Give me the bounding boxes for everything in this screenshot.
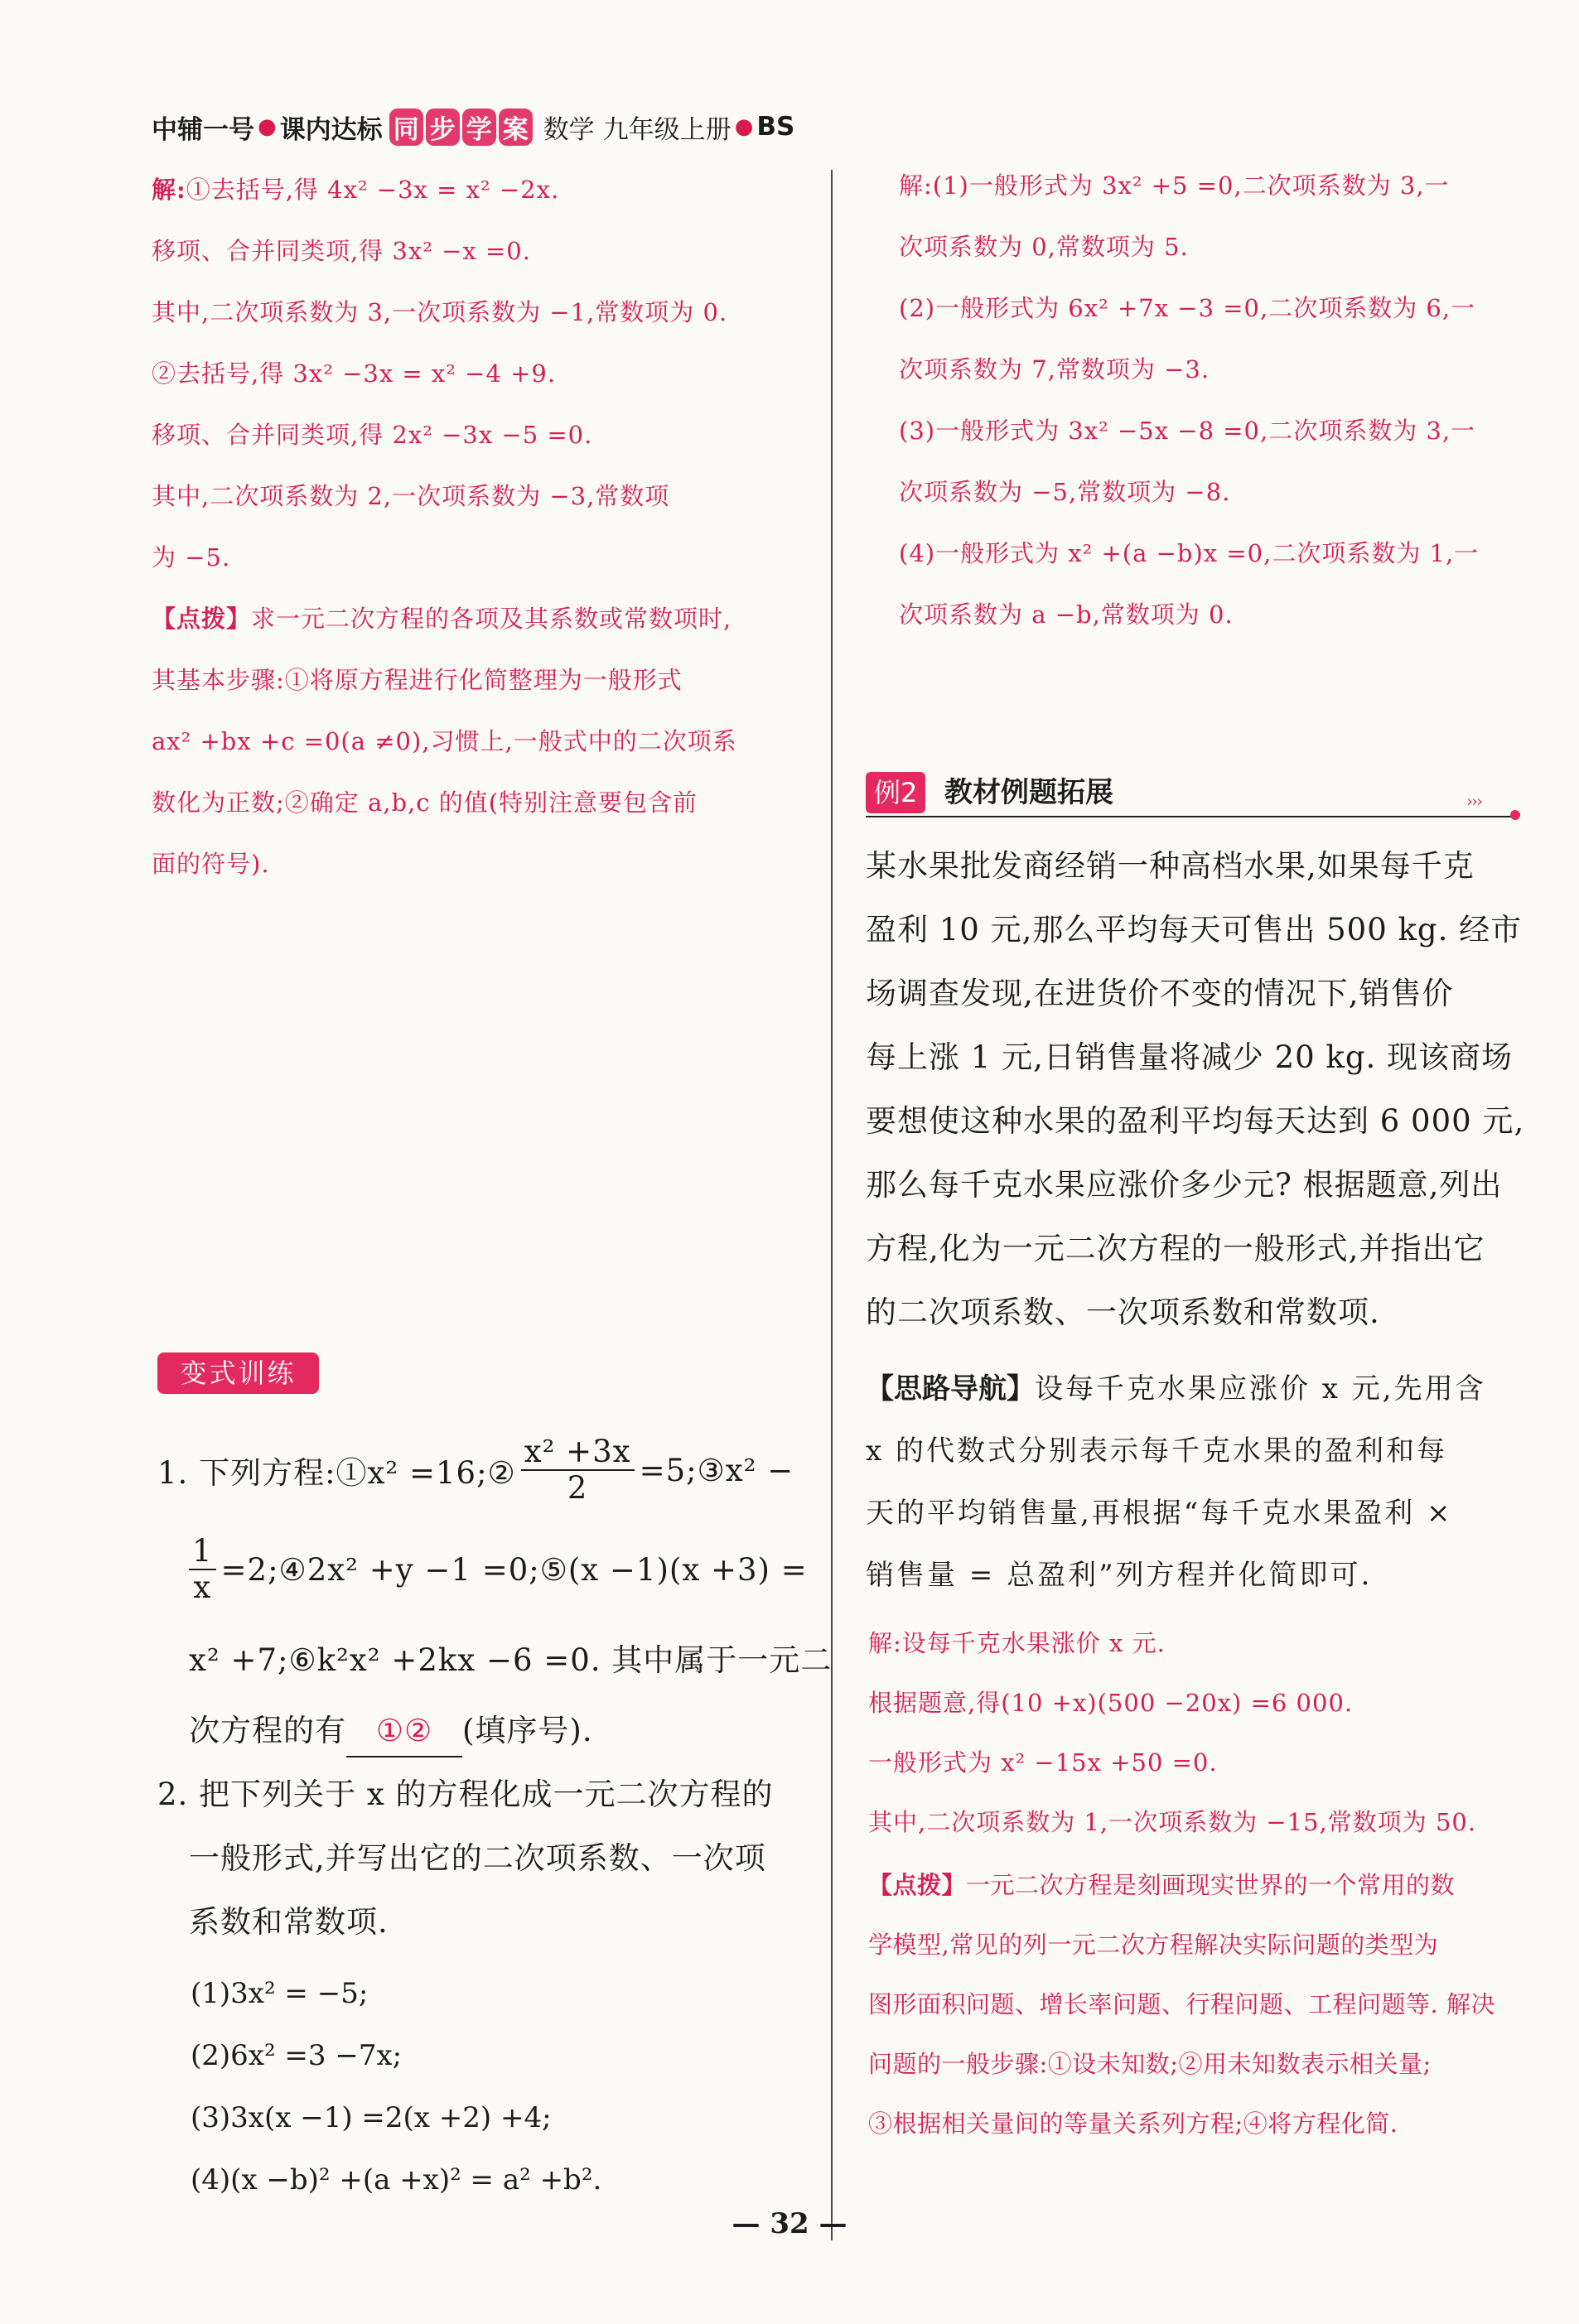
solution-line: 次项系数为 0,常数项为 5. xyxy=(899,233,1189,261)
fraction-denominator: x xyxy=(193,1569,212,1605)
solution-line: 解:设每千克水果涨价 x 元. xyxy=(868,1629,1166,1657)
fraction-numerator: x² +3x xyxy=(521,1434,635,1471)
solution-line: 解:(1)一般形式为 3x² +5 =0,二次项系数为 3,一 xyxy=(899,171,1450,200)
question-1-line-1 xyxy=(157,1434,794,1506)
series-box-char: 学 xyxy=(462,108,496,146)
subject: 数学 xyxy=(543,114,595,145)
tip-tag: 【点拨】 xyxy=(152,605,252,633)
q1-line-2-text: =2;④2x² +y −1 =0;⑤(x −1)(x +3) = xyxy=(220,1551,808,1588)
solution-label: 解: xyxy=(152,176,186,204)
solution-line: 为 −5. xyxy=(152,543,231,571)
solution-line: 移项、合并同类项,得 3x² −x =0. xyxy=(152,237,531,265)
problem-line: 场调查发现,在进货价不变的情况下,销售价 xyxy=(866,976,1454,1011)
brand-name: 中辅一号 xyxy=(152,114,254,145)
right-solution xyxy=(899,155,1479,645)
problem-line: 那么每千克水果应涨价多少元? 根据题意,列出 xyxy=(866,1167,1503,1203)
solution-line: ②去括号,得 3x² −3x = x² −4 +9. xyxy=(152,359,557,388)
edition: BS xyxy=(756,112,795,142)
tip-line xyxy=(152,588,737,649)
solution-line: 其中,二次项系数为 2,一次项系数为 −3,常数项 xyxy=(152,482,670,510)
tip-line: 问题的一般步骤:①设未知数;②用未知数表示相关量; xyxy=(868,2050,1432,2078)
solution-line: 其中,二次项系数为 3,一次项系数为 −1,常数项为 0. xyxy=(152,298,728,326)
chevrons-icon: ››› xyxy=(1466,791,1481,811)
q2-line: 2. 把下列关于 x 的方程化成一元二次方程的 xyxy=(157,1777,774,1812)
tip-line: 学模型,常见的列一元二次方程解决实际问题的类型为 xyxy=(868,1931,1439,1959)
separator-dot: ● xyxy=(734,114,754,139)
solution-text: ①去括号,得 4x² −3x = x² −2x. xyxy=(186,176,560,204)
solution-line: 次项系数为 −5,常数项为 −8. xyxy=(899,478,1231,506)
question-1-line-3: x² +7;⑥k²x² +2kx −6 =0. 其中属于一元二 xyxy=(189,1642,833,1678)
variant-training-badge: 变式训练 xyxy=(157,1352,319,1394)
guide-line: 销售量 = 总盈利”列方程并化简即可. xyxy=(866,1559,1373,1592)
solution-line: 根据题意,得(10 +x)(500 −20x) =6 000. xyxy=(868,1689,1354,1717)
q2-item: (3)3x(x −1) =2(x +2) +4; xyxy=(191,2101,552,2134)
q1-fraction-2 xyxy=(189,1534,216,1605)
example-2-tip xyxy=(868,1855,1495,2153)
series-box-char: 案 xyxy=(499,108,533,146)
left-tip xyxy=(152,588,737,894)
bullet-dot-icon xyxy=(1510,810,1520,820)
problem-line: 方程,化为一元二次方程的一般形式,并指出它 xyxy=(866,1231,1485,1266)
problem-line: 要想使这种水果的盈利平均每天达到 6 000 元, xyxy=(866,1103,1525,1139)
tip-line: ax² +bx +c =0(a ≠0),习惯上,一般式中的二次项系 xyxy=(152,727,737,755)
q2-line: 一般形式,并写出它的二次项系数、一次项 xyxy=(189,1840,766,1876)
page-header xyxy=(152,106,794,147)
guide-line: 天的平均销售量,再根据“每千克水果盈利 × xyxy=(866,1497,1453,1530)
series-box-char: 步 xyxy=(426,108,460,146)
solution-line xyxy=(152,159,727,220)
question-1-line-4 xyxy=(189,1706,593,1757)
fraction-numerator: 1 xyxy=(189,1534,216,1570)
solution-line: 其中,二次项系数为 1,一次项系数为 −15,常数项为 50. xyxy=(868,1808,1477,1836)
guide-text: 设每千克水果应涨价 x 元,先用含 xyxy=(1035,1372,1486,1405)
example-2-solution xyxy=(868,1613,1476,1852)
example-2-tag: 例2 xyxy=(866,772,925,813)
q2-line: 系数和常数项. xyxy=(189,1904,389,1940)
q1-answer: ①② xyxy=(346,1706,462,1757)
problem-line: 每上涨 1 元,日销售量将减少 20 kg. 现该商场 xyxy=(866,1039,1514,1075)
tip-text: 求一元二次方程的各项及其系数或常数项时, xyxy=(251,605,732,633)
fraction-denominator: 2 xyxy=(567,1470,588,1506)
solution-line: 移项、合并同类项,得 2x² −3x −5 =0. xyxy=(152,421,593,449)
question-2 xyxy=(157,1762,773,1954)
problem-line: 的二次项系数、一次项系数和常数项. xyxy=(866,1295,1380,1330)
guide-tag: 【思路导航】 xyxy=(866,1372,1035,1405)
tip-line: 图形面积问题、增长率问题、行程问题、工程问题等. 解决 xyxy=(868,1990,1495,2018)
series-name: 课内达标 xyxy=(279,114,383,145)
solution-line: (3)一般形式为 3x² −5x −8 =0,二次项系数为 3,一 xyxy=(899,417,1476,445)
tip-line: ③根据相关量间的等量关系列方程;④将方程化简. xyxy=(868,2109,1398,2138)
column-divider xyxy=(831,170,833,2240)
problem-line: 某水果批发商经销一种高档水果,如果每千克 xyxy=(866,848,1475,884)
solution-line: (2)一般形式为 6x² +7x −3 =0,二次项系数为 6,一 xyxy=(899,294,1476,322)
solution-line: 次项系数为 a −b,常数项为 0. xyxy=(899,600,1234,629)
grade: 九年级上册 xyxy=(602,114,732,145)
tip-line: 数化为正数;②确定 a,b,c 的值(特别注意要包含前 xyxy=(152,788,698,817)
tip-line: 其基本步骤:①将原方程进行化简整理为一般形式 xyxy=(152,666,683,694)
tip-text: 一元二次方程是刻画现实世界的一个常用的数 xyxy=(966,1871,1456,1899)
tip-tag: 【点拨】 xyxy=(868,1871,967,1899)
q2-items xyxy=(191,1963,601,2211)
example-2-problem xyxy=(866,834,1524,1344)
guide-line: x 的代数式分别表示每千克水果的盈利和每 xyxy=(866,1434,1447,1468)
problem-line: 盈利 10 元,那么平均每天可售出 500 kg. 经市 xyxy=(866,912,1523,947)
example-underline xyxy=(866,816,1514,817)
solution-line: (4)一般形式为 x² +(a −b)x =0,二次项系数为 1,一 xyxy=(899,539,1480,567)
page-number: — 32 — xyxy=(732,2207,847,2240)
example-2-title: 教材例题拓展 xyxy=(944,776,1113,809)
series-box-char: 同 xyxy=(389,108,423,146)
guide-line xyxy=(866,1358,1486,1420)
q1-line-4-post: (填序号). xyxy=(462,1713,593,1748)
q1-line-4-pre: 次方程的有 xyxy=(189,1713,346,1748)
q2-item: (4)(x −b)² +(a +x)² = a² +b². xyxy=(191,2163,602,2196)
tip-line xyxy=(868,1855,1495,1915)
q1-fraction xyxy=(521,1434,635,1506)
separator-dot: ● xyxy=(258,114,277,139)
tip-line: 面的符号). xyxy=(152,850,270,878)
solution-line: 一般形式为 x² −15x +50 =0. xyxy=(868,1748,1218,1777)
q1-prefix: 1. 下列方程:①x² =16;② xyxy=(157,1455,516,1491)
q2-item: (2)6x² =3 −7x; xyxy=(191,2039,403,2072)
question-1-line-2 xyxy=(189,1532,808,1607)
thinking-guide xyxy=(866,1358,1486,1607)
q2-item: (1)3x² = −5; xyxy=(191,1977,369,2010)
q1-suffix: =5;③x² − xyxy=(639,1452,794,1488)
left-solution xyxy=(152,159,727,588)
solution-line: 次项系数为 7,常数项为 −3. xyxy=(899,355,1210,383)
